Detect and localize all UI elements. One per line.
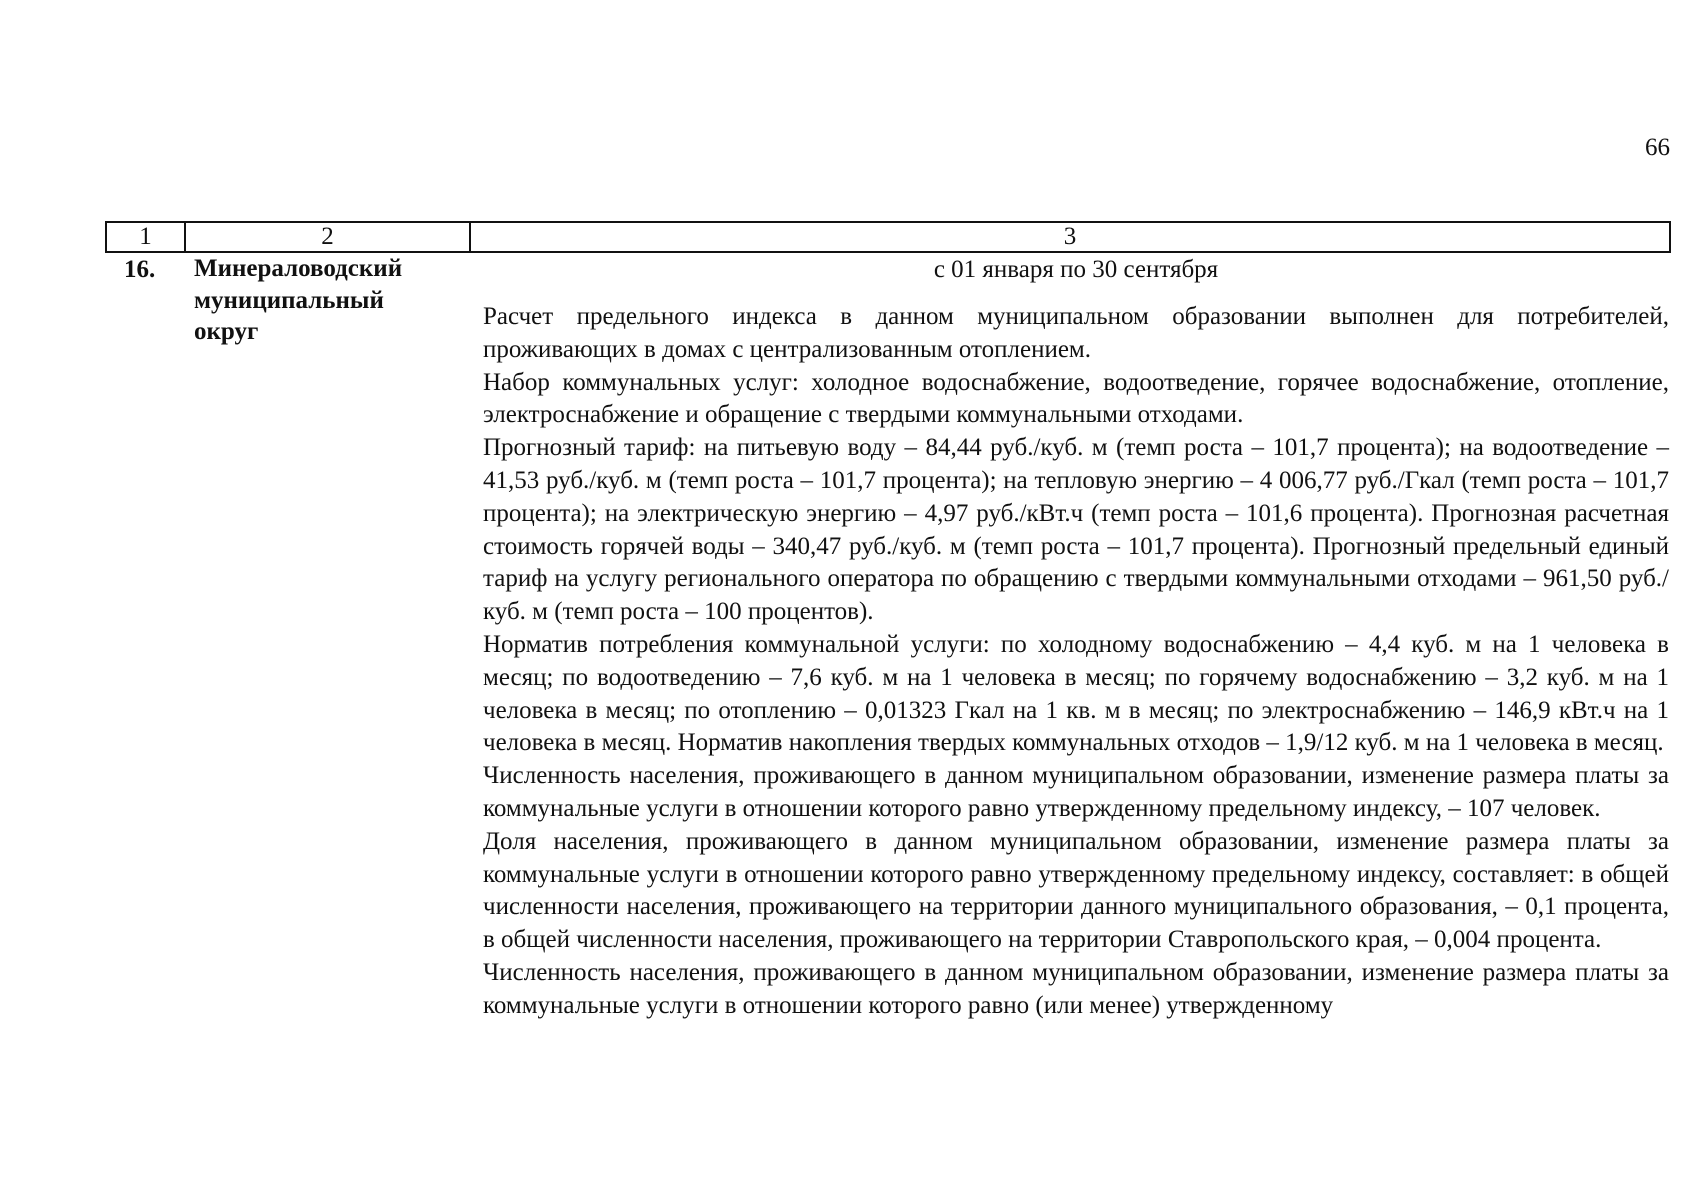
paragraph-tariffs: Прогнозный тариф: на питьевую воду – 84,44 руб./куб. м (темп роста – 101,7 процента); на водоотведение – 41,53 руб./куб. м (темп роста – 101,7 процента); на тепловую энергию – 4 006,77 руб./Гкал (темп роста – 101,7 процента); на электрическую энергию – 4,97 руб./кВт.ч (темп роста – 101,6 процента). Прогнозная расчетная стоимость горячей воды – 340,47 руб./куб. м (темп роста – 101,7 процента). Прогнозный предельный единый тариф на услугу регионального оператора по обращению с твердыми коммунальными отходами – 961,50 руб./куб. м (темп роста – 100 процентов). (483, 434, 1669, 626)
paragraph-calculation: Расчет предельного индекса в данном муниципальном образовании выполнен для потребителей, проживающих в домах с централизованным отоплением. (483, 303, 1669, 363)
paragraph-services: Набор коммунальных услуг: холодное водоснабжение, водоотведение, горячее водоснабжение, отопление, электроснабжение и обращение с твердыми коммунальными отходами. (483, 368, 1669, 429)
column-header-2: 2 (186, 223, 471, 251)
column-header-3: 3 (1063, 223, 1077, 250)
paragraph-population-count-or-less: Численность населения, проживающего в данном муниципальном образовании, изменение размера платы за коммунальные услуги в отношении которого равно (или менее) утвержденному (483, 958, 1669, 1019)
municipality-line: округ (194, 318, 259, 345)
page-number: 66 (1645, 134, 1670, 161)
table-header-row (105, 221, 1671, 253)
paragraph-norms: Норматив потребления коммунальной услуги: по холодному водоснабжению – 4,4 куб. м на 1 человека в месяц; по водоотведению – 7,6 куб. м на 1 человека в месяц; по горячему водоснабжению – 3,2 куб. м на 1 человека в месяц; по отоплению – 0,01323 Гкал на 1 кв. м в месяц; по электроснабжению – 146,9 кВт.ч на 1 человека в месяц. Норматив накопления твердых коммунальных отходов – 1,9/12 куб. м на 1 человека в месяц. (483, 630, 1669, 757)
municipality-line: муниципальный (194, 286, 384, 314)
description-text (483, 301, 1669, 1023)
paragraph-population-count: Численность населения, проживающего в данном муниципальном образовании, изменение размера платы за коммунальные услуги в отношении которого равно утвержденному предельному индексу, – 107 человек. (483, 762, 1669, 822)
municipality-line: Минераловодский (194, 255, 403, 282)
paragraph-population-share: Доля населения, проживающего в данном муниципальном образовании, изменение размера платы за коммунальные услуги в отношении которого равно утвержденному предельному индексу, составляет: в общей численности населения, проживающего на территории данного муниципального образования, – 0,1 процента, в общей численности населения, проживающего на территории Ставропольского края, – 0,004 процента. (483, 827, 1669, 954)
period-heading: с 01 января по 30 сентября (933, 256, 1219, 283)
column-header-1: 1 (107, 223, 186, 251)
row-number: 16. (124, 256, 156, 283)
municipality-name (194, 253, 464, 348)
